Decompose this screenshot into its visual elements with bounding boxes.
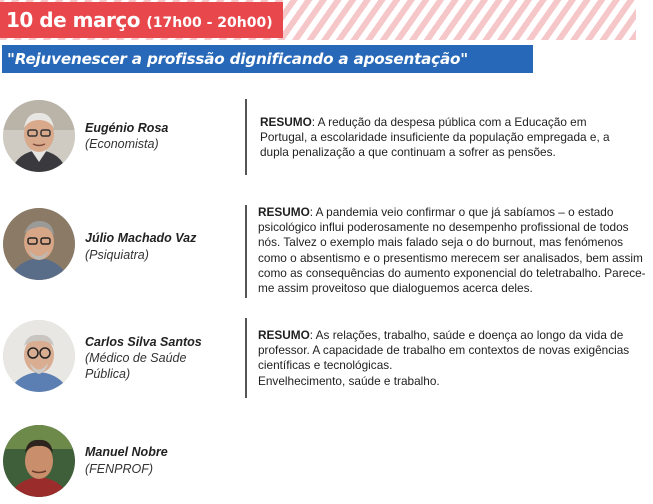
avatar [3, 320, 75, 392]
summary-label: RESUMO [260, 115, 312, 129]
speaker-summary [258, 328, 650, 389]
summary-text: : As relações, trabalho, saúde e doença ao longo da vida de professor. A capacidade de trabalho em contextos de novas exigências científicas e tecnológicas. [258, 328, 630, 373]
speaker-role: (FENPROF) [85, 462, 154, 476]
avatar [3, 100, 75, 172]
speaker-name: Júlio Machado Vaz [85, 231, 197, 245]
speaker-summary [258, 205, 650, 296]
speaker-role: (Psiquiatra) [85, 248, 149, 262]
summary-text: : A pandemia veio confirmar o que já sabíamos – o estado psicológico influi poderosamente no desempenho profissional de todos nós. Talvez o exemplo mais falado seja o do burnout, mas fenómenos como o absentismo e o presentismo merecem ser analisados, bem assim como as consequências do aumento exponencial do teletrabalho. Parece-me assim proveitoso que dialoguemos acerca deles. [258, 205, 646, 296]
summary-extra: Envelhecimento, saúde e trabalho. [258, 373, 440, 388]
avatar [3, 208, 75, 280]
speaker-name: Carlos Silva Santos [85, 335, 202, 349]
session-title: "Rejuvenescer a profissão dignificando a aposentação" [2, 45, 533, 73]
speaker-role: (Médico de Saúde Pública) [85, 351, 187, 381]
speaker-name: Eugénio Rosa [85, 121, 169, 135]
speaker-name: Manuel Nobre [85, 445, 168, 459]
divider [245, 205, 247, 298]
summary-text: : A redução da despesa pública com a Educação em Portugal, a escolaridade insuficiente da população empregada e, a dupla penalização a que continuam a sofrer as pensões. [260, 115, 610, 160]
event-date: 10 de março [6, 8, 140, 32]
date-label [0, 2, 283, 38]
divider [245, 318, 247, 398]
speaker-summary [260, 115, 630, 161]
avatar [3, 425, 75, 497]
date-banner [0, 0, 636, 40]
summary-label: RESUMO [258, 328, 310, 342]
speaker-role: (Economista) [85, 137, 159, 151]
divider [245, 99, 247, 175]
event-time: (17h00 - 20h00) [146, 15, 273, 31]
summary-label: RESUMO [258, 205, 310, 219]
